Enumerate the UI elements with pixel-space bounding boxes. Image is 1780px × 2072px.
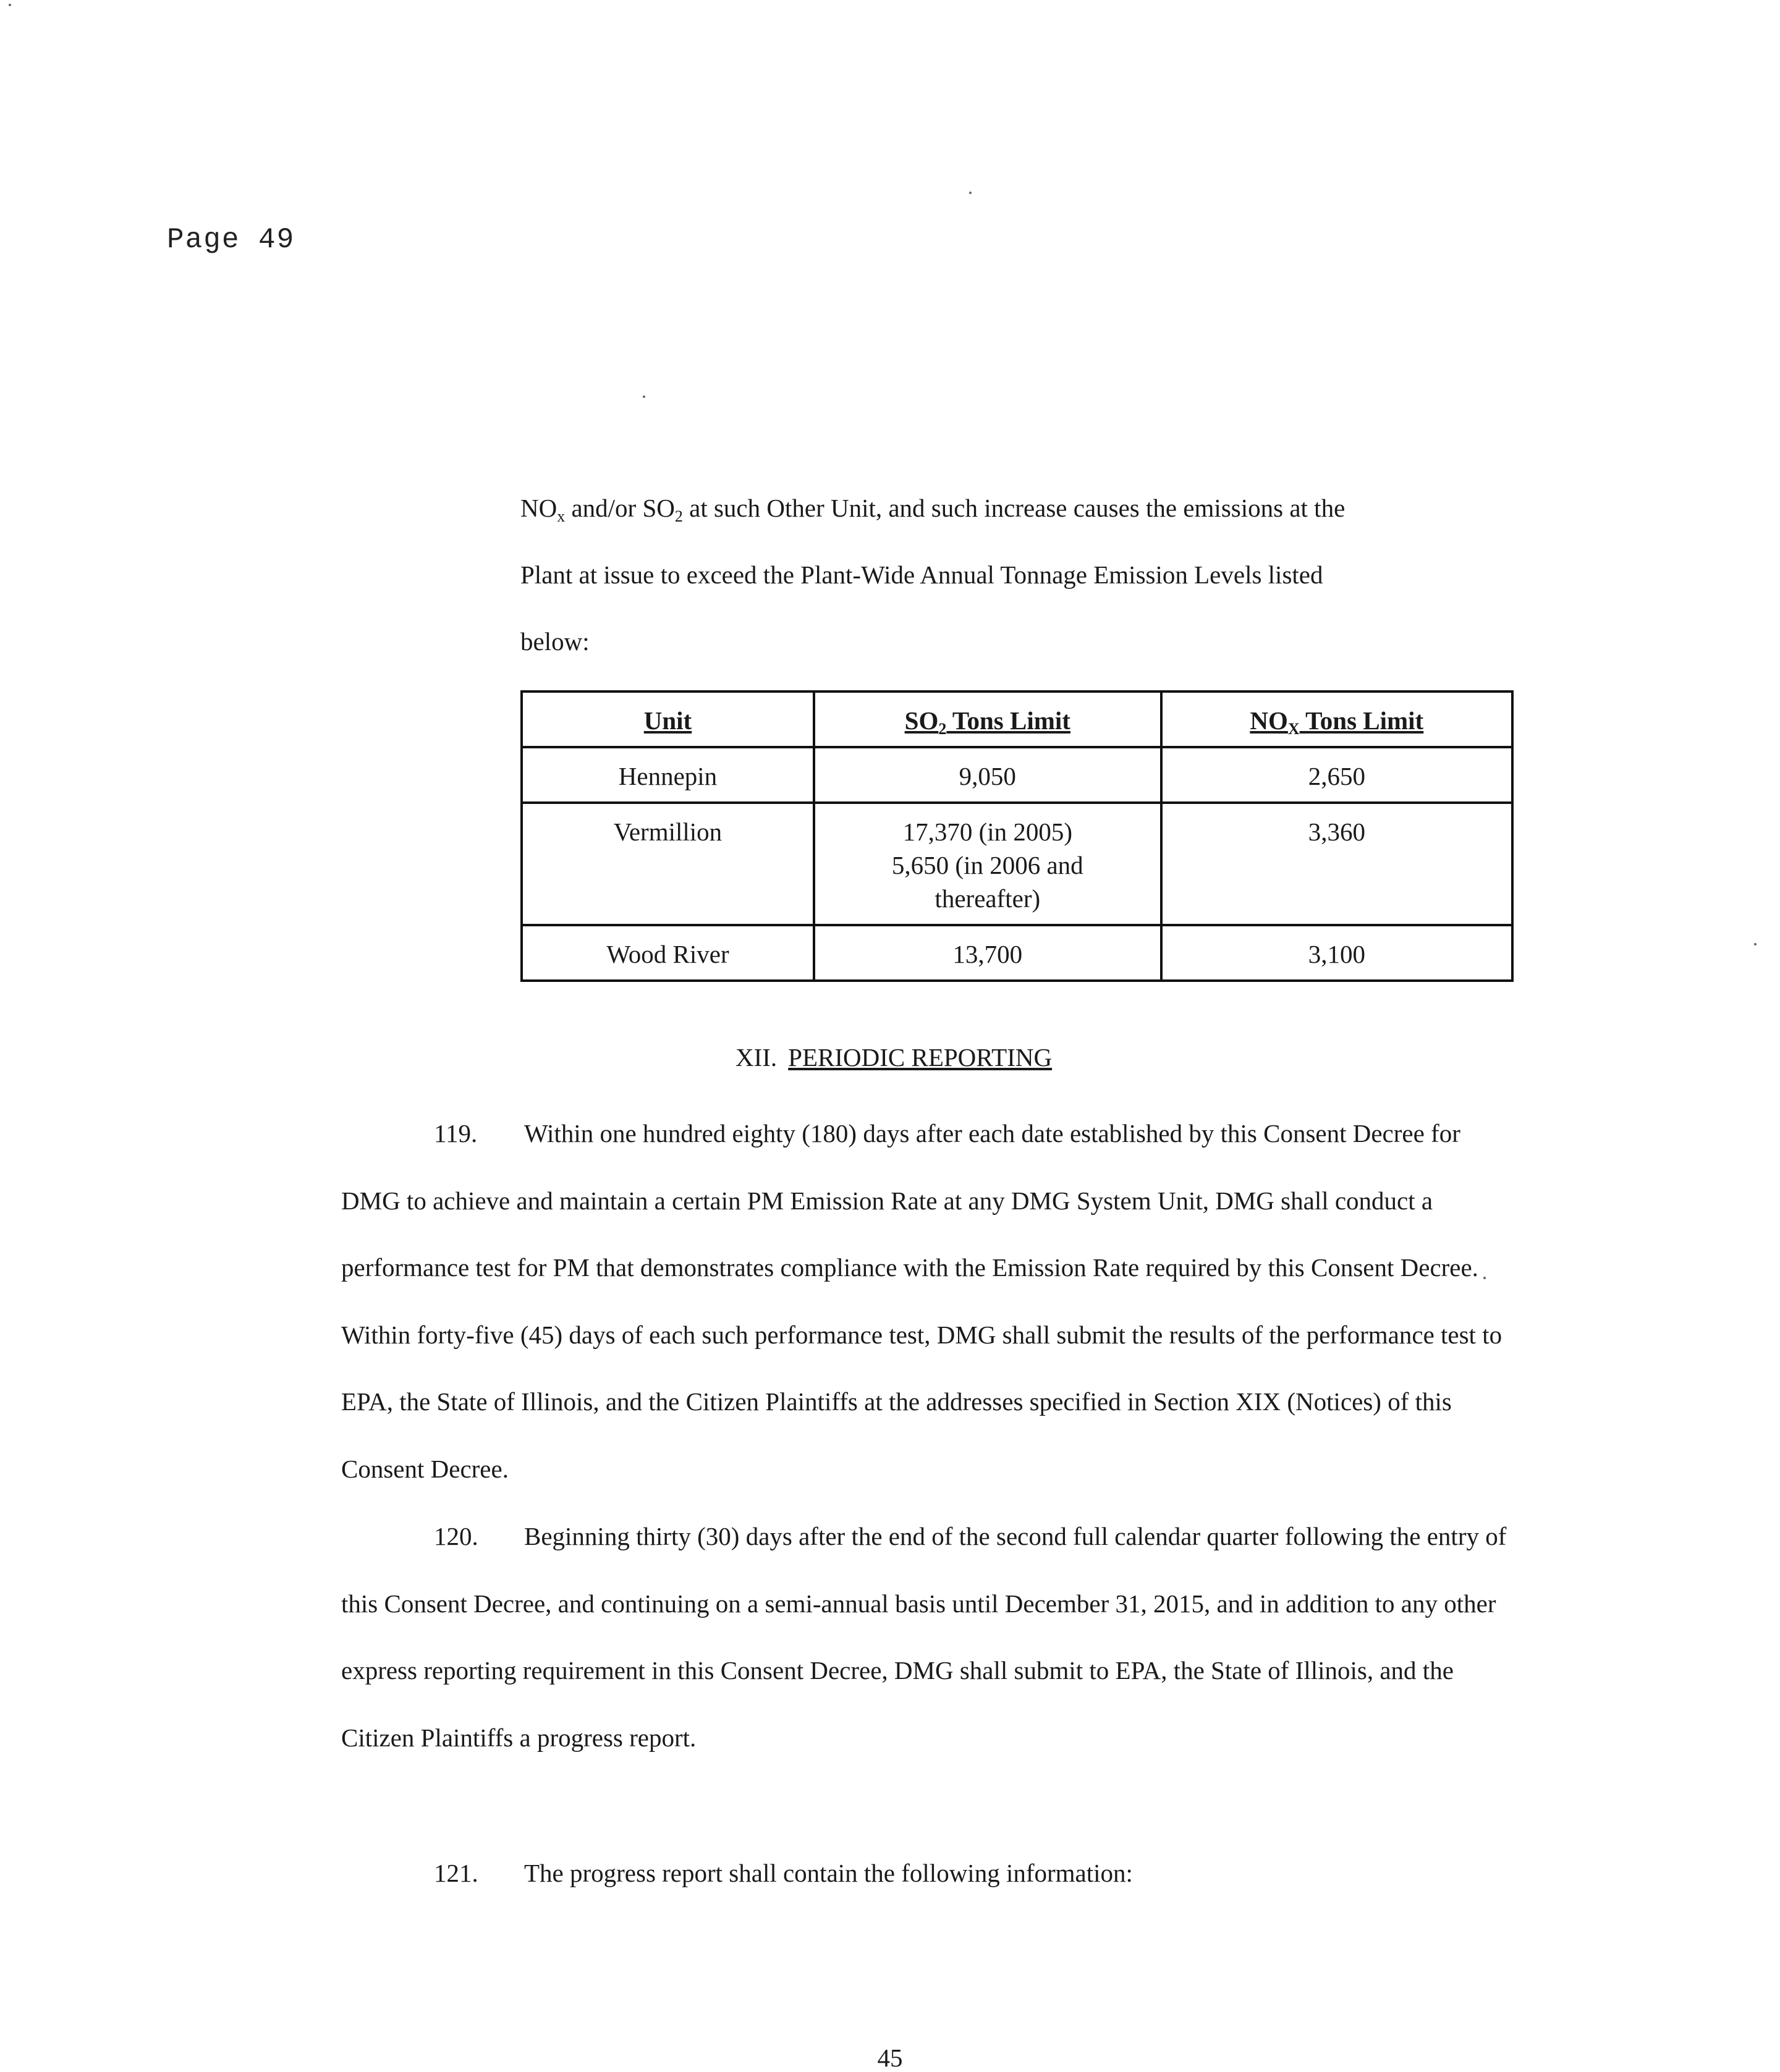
so2-cell: 9,050 [814,747,1161,803]
paragraph-text: Beginning thirty (30) days after the end of the second full calendar quarter following the entry of this Consent Decree, and continuing on a semi-annual basis until December 31, 2015, and in addition to any other express reporting requirement in this Consent Decree, DMG shall submit to EPA, the State of Illinois, and the Citizen Plaintiffs a progress report. [341,1522,1507,1752]
paragraph-text: Within one hundred eighty (180) days after each date established by this Consent Decree for DMG to achieve and maintain a certain PM Emission Rate at any DMG System Unit, DMG shall conduct a performance test for PM that demonstrates compliance with the Emission Rate required by this Consent Decree. Within forty-five (45) days of each such performance test, DMG shall submit the results of the performance test to EPA, the State of Illinois, and the Citizen Plaintiffs at the addresses specified in Section XIX (Notices) of this Consent Decree. [341,1119,1502,1483]
paragraph-text: The progress report shall contain the following information: [524,1859,1133,1887]
table-header-row [522,691,1512,747]
section-number: XII. [735,1043,778,1072]
nox-cell: 2,650 [1161,747,1512,803]
page-number: 45 [877,2044,903,2072]
intro-line-3: below: [520,627,590,656]
paragraph-number: 119. [434,1119,478,1148]
so2-cell: 13,700 [814,925,1161,981]
paragraph-121 [341,1840,1515,1907]
unit-cell: Wood River [522,925,814,981]
paragraph-number: 121. [434,1859,478,1887]
nox-cell: 3,100 [1161,925,1512,981]
header-nox-limit: $NO_X$ Tons Limit [1161,691,1512,747]
intro-paragraph [520,475,1345,675]
scan-speck [9,4,11,6]
scan-speck [969,192,972,194]
paragraph-119 [341,1100,1515,1502]
header-unit: Unit [522,691,814,747]
paragraph-number: 120. [434,1522,478,1550]
scan-speck [1754,943,1757,945]
paragraph-120 [341,1503,1515,1771]
nox-cell: 3,360 [1161,803,1512,925]
section-heading [735,1042,1052,1072]
table-row [522,747,1512,803]
intro-line-1: $NO_x$ and/or $SO_2$ at such Other Unit, and such increase causes the emissions at the [520,494,1346,525]
table-row [522,925,1512,981]
unit-cell: Hennepin [522,747,814,803]
so2-cell: 17,370 (in 2005) 5,650 (in 2006 and thereafter) [814,803,1161,925]
section-title: PERIODIC REPORTING [788,1043,1053,1072]
unit-cell: Vermillion [522,803,814,925]
table-row [522,803,1512,925]
header-so2-limit: $SO_2$ Tons Limit [814,691,1161,747]
fax-page-header: Page 49 [167,224,295,256]
scan-speck [643,395,645,398]
emission-limits-table [520,690,1514,982]
intro-line-2: Plant at issue to exceed the Plant-Wide Annual Tonnage Emission Levels listed [520,560,1323,589]
